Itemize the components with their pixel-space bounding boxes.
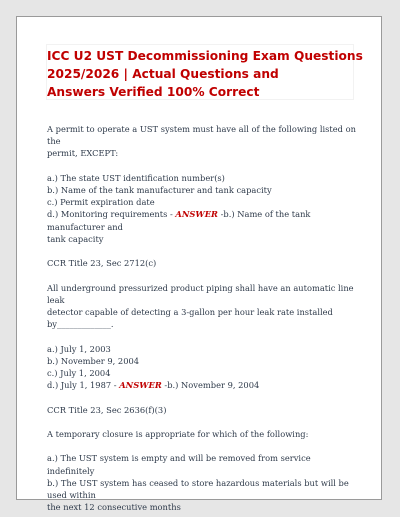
question-1 (47, 123, 357, 269)
title-box (47, 45, 363, 99)
answer-text-continued: tank capacity (47, 233, 104, 244)
question-stem-line: detector capable of detecting a 3-gallon per hour leak rate installed (47, 307, 333, 317)
option-c: c.) July 1, 2004 (47, 368, 111, 378)
reference: CCR Title 23, Sec 2636(f)(3) (47, 404, 167, 415)
option-b: b.) The UST system has ceased to store hazardous materials but will be used within (47, 477, 349, 500)
option-a: a.) July 1, 2003 (47, 343, 111, 354)
answer-label: ANSWER (119, 380, 162, 391)
option-a: a.) The UST system is empty and will be removed from service indefinitely (47, 453, 311, 476)
document-page (16, 16, 382, 513)
option-b: b.) November 9, 2004 (47, 355, 140, 366)
option-a: a.) The state UST identification number(s) (47, 172, 225, 183)
question-stem-line: All underground pressurized product piping shall have an automatic line leak (47, 282, 354, 305)
option-d-with-answer (47, 208, 357, 232)
question-stem-line: A permit to operate a UST system must have all of the following listed on the (47, 124, 356, 147)
question-stem-line: permit, EXCEPT: (47, 148, 119, 159)
question-stem-line: A temporary closure is appropriate for which of the following: (47, 428, 309, 439)
title-line: Answers Verified 100% Correct (47, 85, 260, 99)
document-title (47, 45, 363, 101)
title-line: 2025/2026 | Actual Questions and (47, 67, 279, 81)
answer-text: -b.) November 9, 2004 (161, 380, 260, 391)
option-c: c.) Permit expiration date (47, 197, 155, 208)
option-d: d.) July 1, 1987 - (47, 380, 120, 391)
question-2 (47, 282, 357, 416)
option-b: b.) Name of the tank manufacturer and tank capacity (47, 185, 272, 195)
reference: CCR Title 23, Sec 2712(c) (47, 258, 157, 269)
question-3 (47, 428, 357, 513)
question-stem-line: by_____________. (47, 319, 114, 330)
document-body (47, 123, 357, 513)
option-d-with-answer (47, 379, 357, 391)
option-b-continued: the next 12 consecutive months (47, 502, 181, 513)
title-line: ICC U2 UST Decommissioning Exam Questions (47, 49, 363, 63)
answer-label: ANSWER (175, 209, 218, 220)
option-d: d.) Monitoring requirements - (47, 209, 176, 220)
answer-text: -b.) Name of the tank manufacturer and (47, 209, 311, 232)
